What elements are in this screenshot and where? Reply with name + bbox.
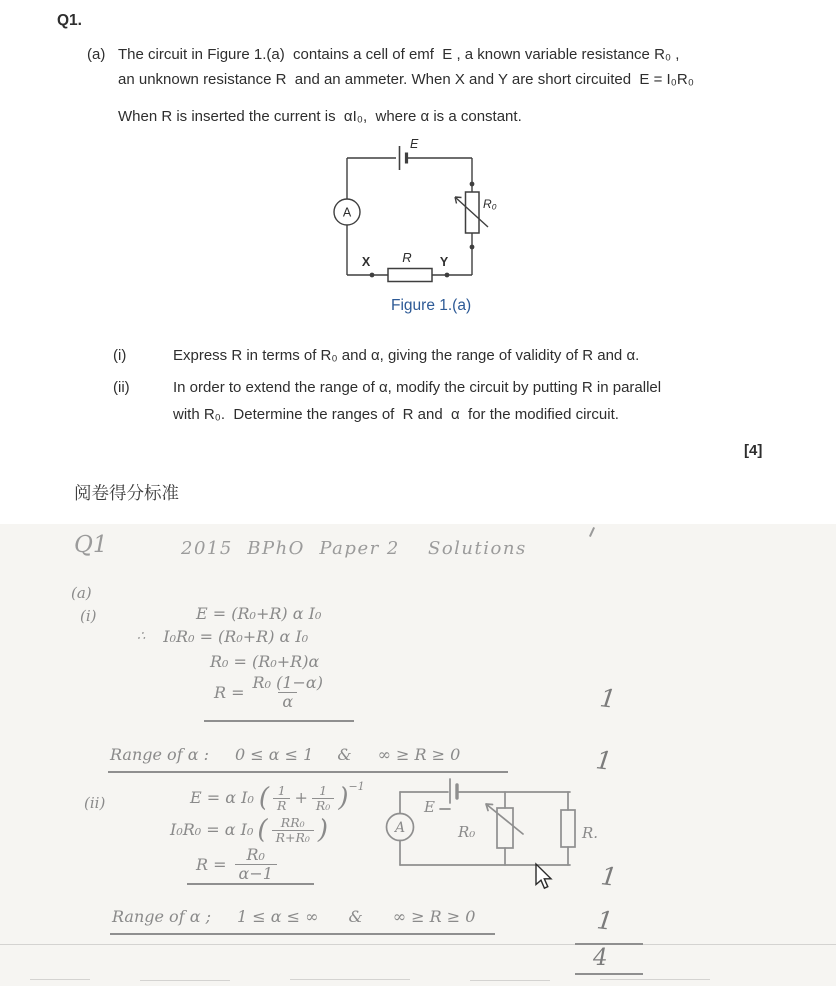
cell-label: E — [410, 137, 419, 151]
fraction: $\frac{\text{RR₀}}{\text{R+R₀}}$ — [272, 816, 314, 845]
marks-badge: [4] — [744, 442, 763, 459]
scan-item-i-label: (i) — [80, 607, 97, 625]
resistor-r-symbol — [388, 269, 432, 282]
pen-tick — [589, 527, 595, 537]
scan-dash — [470, 980, 550, 981]
question-line-2: an unknown resistance R and an ammeter. When X and Y are short circuited E = I₀R₀ — [118, 71, 694, 88]
scan-dash — [600, 979, 710, 980]
range-of-alpha-ii: Range of α ; 1 ≤ α ≤ ∞ & ∞ ≥ R ≥ 0 — [112, 907, 476, 926]
hand-underline — [187, 883, 314, 885]
solution-eq-ii-2: I₀R₀ = α I₀ ( $\frac{\text{RR₀}}{\text{R+R₀}}$ ) — [170, 815, 329, 846]
node-dot-x — [370, 273, 375, 278]
exponent: −1 — [348, 779, 365, 793]
ammeter-label: A — [394, 820, 406, 836]
resistor-r-symbol — [561, 810, 575, 847]
figure-caption: Figure 1.(a) — [391, 297, 472, 314]
item-i-text: Express R in terms of R₀ and α, giving the range of validity of R and α. — [173, 347, 640, 364]
solution-eq-ii-3: R = $\frac{\text{R₀}}{\alpha-1}$ — [196, 846, 281, 884]
hand-underline — [204, 720, 354, 722]
solution-eq-i-1: E = (R₀+R) α I₀ — [196, 604, 322, 623]
section-label-marking-criteria: 阅卷得分标准 — [74, 483, 179, 503]
node-dot — [470, 182, 475, 187]
solution-eq-i-4: R = $\frac{\text{R₀ (1−α)}}{\alpha}$ — [214, 674, 331, 712]
range-of-alpha-i: Range of α : 0 ≤ α ≤ 1 & ∞ ≥ R ≥ 0 — [110, 745, 461, 764]
scan-header-title: 2015 BPhO Paper 2 — [181, 538, 400, 559]
scan-part-a-label: (a) — [71, 584, 92, 602]
resistor-label: R. — [582, 824, 599, 842]
node-dot-y — [445, 273, 450, 278]
fraction: $\frac{\text{R₀ (1−α)}}{\alpha}$ — [252, 673, 323, 712]
modified-circuit-sketch — [378, 776, 618, 898]
scan-header-subtitle: Solutions — [428, 538, 527, 559]
total-marks: 4 — [593, 945, 608, 971]
variable-resistor-label: R₀ — [483, 197, 497, 211]
fraction: $\frac{\text{R₀}}{\alpha-1}$ — [235, 846, 277, 884]
mark-tally-3: 1 — [599, 861, 619, 892]
part-a-label: (a) — [87, 46, 106, 63]
item-ii-line-1: In order to extend the range of α, modify the circuit by putting R in parallel — [173, 379, 662, 396]
fraction: $\frac{1}{\text{R₀}}$ — [312, 784, 334, 813]
total-line-top — [575, 943, 643, 945]
variable-resistor-label: R₀ — [458, 823, 476, 841]
solution-eq-i-3: R₀ = (R₀+R)α — [210, 652, 320, 671]
scan-dash — [140, 980, 230, 981]
question-number: Q1. — [57, 12, 82, 29]
scan-question-number: Q1 — [74, 532, 108, 558]
scan-dash — [290, 979, 410, 980]
item-ii-line-2: with R₀. Determine the ranges of R and α for the modified circuit. — [173, 406, 619, 423]
scan-dash — [30, 979, 90, 980]
solution-eq-i-2: ∴ I₀R₀ = (R₀+R) α I₀ — [137, 627, 309, 646]
item-i-label: (i) — [113, 347, 127, 364]
figure-1a-circuit-diagram — [335, 135, 500, 295]
hand-underline — [110, 933, 495, 935]
node-dot — [470, 245, 475, 250]
scan-rule-line — [0, 944, 836, 945]
mark-tally-1: 1 — [598, 683, 618, 714]
node-y-label: Y — [439, 255, 449, 269]
node-x-label: X — [361, 255, 371, 269]
resistor-label: R — [402, 250, 412, 265]
ammeter-label: A — [342, 205, 352, 220]
mouse-cursor — [535, 863, 555, 893]
mark-tally-2: 1 — [594, 745, 614, 776]
scan-item-ii-label: (ii) — [84, 794, 106, 812]
mark-tally-4: 1 — [595, 905, 615, 936]
total-line-bottom — [575, 973, 643, 975]
hand-underline — [108, 771, 508, 773]
solution-eq-ii-1: E = α I₀ ( $\frac{1}{R}$ + $\frac{1}{\text{R₀}}$ ) −1 — [190, 779, 365, 814]
cell-label: E — [424, 798, 435, 816]
cursor-arrow — [536, 864, 551, 888]
question-line-1: The circuit in Figure 1.(a) contains a cell of emf E , a known variable resistance R₀ , — [118, 46, 680, 63]
question-line-3: When R is inserted the current is αI₀, where α is a constant. — [118, 108, 522, 125]
marking-scheme-scan — [0, 524, 836, 986]
therefore-symbol: ∴ — [137, 628, 146, 644]
item-ii-label: (ii) — [113, 379, 130, 396]
fraction: $\frac{1}{R}$ — [273, 784, 290, 813]
